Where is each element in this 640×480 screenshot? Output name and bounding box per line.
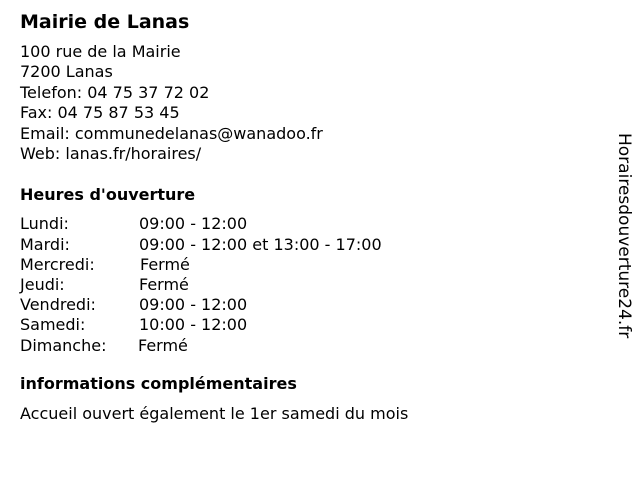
time-value: Fermé [139,275,189,295]
email-label: Email: [20,123,70,143]
info-heading: informations complémentaires [20,373,297,393]
web-label: Web: [20,144,61,164]
email-link[interactable]: communedelanas@wanadoo.fr [74,123,323,143]
info-text: Accueil ouvert également le 1er samedi du mois [20,403,409,423]
hours-row-samedi [20,315,600,335]
time-value: 10:00 - 12:00 [139,315,248,335]
contact-details [20,42,600,164]
day-label: Samedi: [20,315,86,335]
hours-row-mercredi [20,255,600,275]
day-label: Mercredi: [20,254,95,274]
time-value: Fermé [138,335,188,355]
hours-row-jeudi [20,275,600,295]
web-row [20,144,600,164]
day-label: Mardi: [20,234,70,254]
site-watermark: Horairesdouverture24.fr [614,133,634,339]
phone-number: Telefon: 04 75 37 72 02 [20,82,210,102]
time-value: Fermé [140,254,190,274]
listing-card [20,10,600,424]
address-line-1: 100 rue de la Mairie [20,42,181,61]
time-value: 09:00 - 12:00 [139,214,248,234]
hours-table [20,214,600,355]
hours-row-lundi [20,214,600,234]
day-label: Dimanche: [20,335,107,355]
time-value: 09:00 - 12:00 [139,295,248,315]
hours-row-vendredi [20,295,600,315]
email-row [20,124,600,144]
page-title: Mairie de Lanas [20,11,190,33]
hours-row-dimanche [20,336,600,356]
day-label: Lundi: [20,214,69,234]
time-value: 09:00 - 12:00 et 13:00 - 17:00 [139,234,382,254]
fax-number: Fax: 04 75 87 53 45 [20,103,180,123]
hours-row-mardi [20,235,600,255]
address-line-2: 7200 Lanas [20,62,113,82]
hours-heading: Heures d'ouverture [20,185,196,205]
web-link[interactable]: lanas.fr/horaires/ [65,144,202,164]
day-label: Vendredi: [20,295,96,315]
day-label: Jeudi: [20,275,65,295]
